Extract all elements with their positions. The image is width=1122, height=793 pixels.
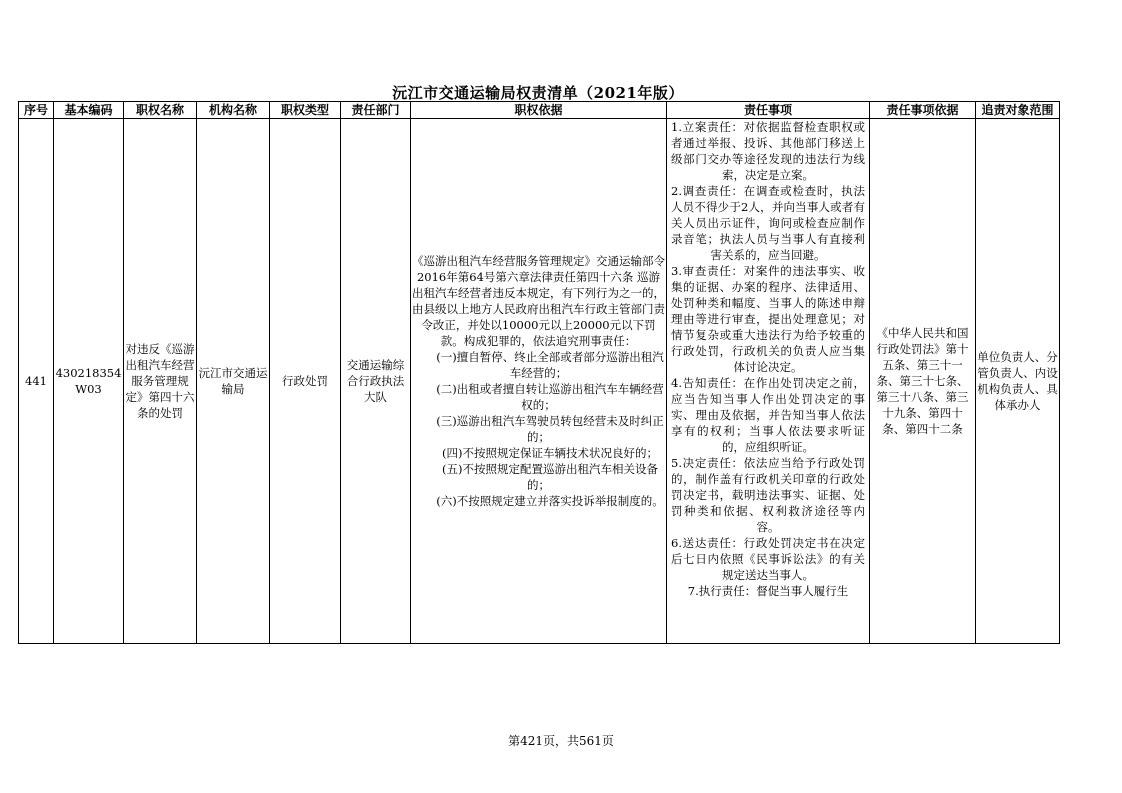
duty-item: 1.立案责任：对依据监督检查职权或者通过举报、投诉、其他部门移送上级部门交办等途径发现的违法行为线索，决定是立案。 (671, 120, 865, 182)
header-duty-basis: 责任事项依据 (870, 102, 976, 119)
duty-item: 6.送达责任：行政处罚决定书在决定后七日内依照《民事诉讼法》的有关规定送达当事人。 (671, 536, 865, 582)
cell-duties (667, 119, 870, 644)
cell-accountability: 单位负责人、分管负责人、内设机构负责人、具体承办人 (976, 119, 1060, 644)
cell-seq: 441 (19, 119, 54, 644)
cell-power-name: 对违反《巡游出租汽车经营服务管理规定》第四十六条的处罚 (124, 119, 197, 644)
header-org-name: 机构名称 (197, 102, 270, 119)
table-row (19, 119, 1060, 644)
page-title: 沅江市交通运输局权责清单（2021年版） (392, 84, 684, 102)
basis-item: (一)擅自暂停、终止全部或者部分巡游出租汽车经营的； (436, 350, 664, 380)
responsibility-table (18, 101, 1060, 644)
duty-item: 7.执行责任：督促当事人履行生 (687, 584, 849, 598)
basis-item: (五)不按照规定配置巡游出租汽车相关设备的； (442, 462, 658, 492)
header-power-name: 职权名称 (124, 102, 197, 119)
header-seq: 序号 (19, 102, 54, 119)
duties-list (668, 119, 868, 643)
basis-intro: 《巡游出租汽车经营服务管理规定》交通运输部令2016年第64号第六章法律责任第四十六条 巡游出租汽车经营者违反本规定，有下列行为之一的，由县级以上地方人民政府出租汽车行政主管部门责令改正，并处以10000元以上20000元以下罚款。构成犯罪的，依法追究刑事责任： (412, 254, 665, 348)
table-header-row (19, 102, 1060, 119)
header-basis: 职权依据 (411, 102, 667, 119)
duty-item: 4.告知责任：在作出处罚决定之前，应当告知当事人作出处罚决定的事实、理由及依据，并告知当事人依法享有的权利；当事人依法要求听证的，应组织听证。 (671, 376, 865, 454)
cell-code: 430218354W03 (54, 119, 124, 644)
cell-duty-basis: 《中华人民共和国行政处罚法》第十五条、第三十一条、第三十七条、第三十八条、第三十九条、第四十条、第四十二条 (870, 119, 976, 644)
basis-item: (六)不按照规定建立并落实投诉举报制度的。 (436, 494, 664, 508)
cell-basis (411, 119, 667, 644)
header-accountability: 追责对象范围 (976, 102, 1060, 119)
page-number: 第421页，共561页 (508, 734, 614, 748)
cell-power-type: 行政处罚 (270, 119, 341, 644)
duty-item: 3.审查责任：对案件的违法事实、收集的证据、办案的程序、法律适用、处罚种类和幅度、当事人的陈述申辩理由等进行审查，提出处理意见；对情节复杂或重大违法行为给予较重的行政处罚，行政机关的负责人应当集体讨论决定。 (671, 264, 865, 374)
header-power-type: 职权类型 (270, 102, 341, 119)
cell-org-name: 沅江市交通运输局 (197, 119, 270, 644)
cell-dept: 交通运输综合行政执法大队 (341, 119, 411, 644)
duty-item: 5.决定责任：依法应当给予行政处罚的，制作盖有行政机关印章的行政处罚决定书，载明违法事实、证据、处罚种类和依据、权利救济途径等内容。 (671, 456, 865, 534)
basis-item: (二)出租或者擅自转让巡游出租汽车车辆经营权的； (436, 382, 664, 412)
basis-item: (三)巡游出租汽车驾驶员转包经营未及时纠正的； (436, 414, 664, 444)
header-dept: 责任部门 (341, 102, 411, 119)
header-duties: 责任事项 (667, 102, 870, 119)
basis-item: (四)不按照规定保证车辆技术状况良好的； (442, 446, 658, 460)
header-code: 基本编码 (54, 102, 124, 119)
duty-item: 2.调查责任：在调查或检查时，执法人员不得少于2人，并向当事人或者有关人员出示证件，询问或检查应制作录音笔；执法人员与当事人有直接利害关系的，应当回避。 (671, 184, 865, 262)
